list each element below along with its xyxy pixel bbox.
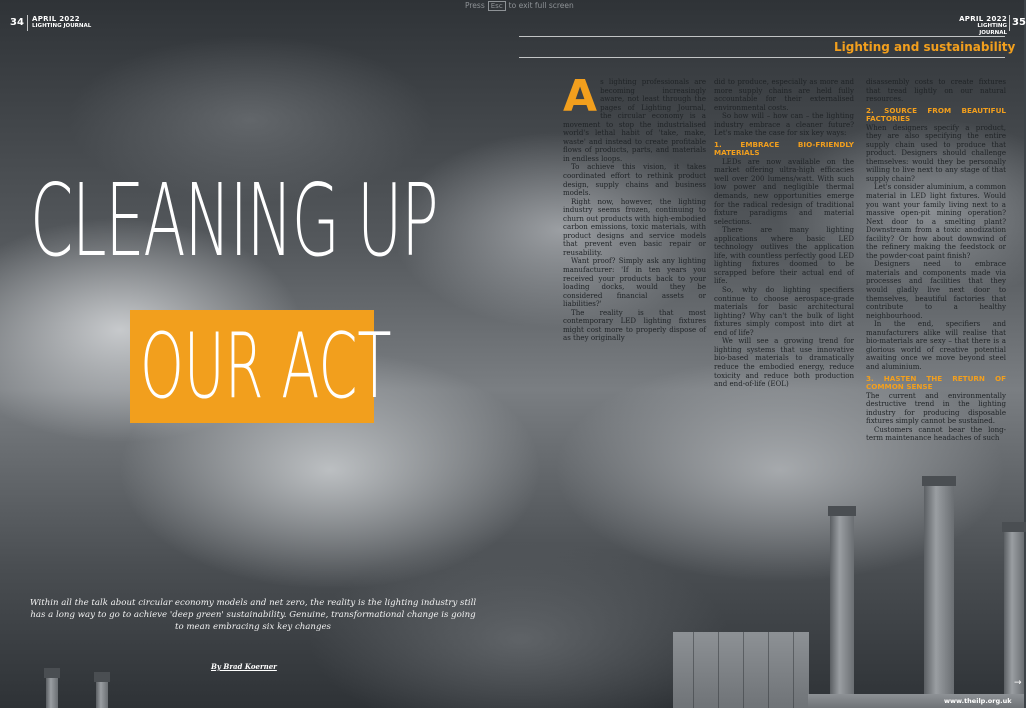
section-rule-top (519, 36, 1005, 37)
standfirst: Within all the talk about circular economy models and net zero, the reality is the lighting industry still has a long way to go to achieve 'deep green' sustainability. Genuine, transformational change is going to mean embracing six key changes (29, 598, 477, 632)
col3-para-7: Customers cannot bear the long-term maintenance headaches of such (866, 424, 1006, 443)
chimney-stack-3 (830, 506, 854, 708)
article-column-1 (563, 71, 706, 343)
right-running-header (955, 15, 1007, 37)
factory-building (673, 632, 809, 708)
footer-url: www.theilp.org.uk (944, 697, 1012, 705)
headline-line-2: OUR ACT (140, 314, 392, 419)
left-journal: LIGHTING JOURNAL (32, 23, 92, 29)
col3-heading-3: 3. HASTEN THE RETURN OF COMMON SENSE (866, 373, 1006, 391)
col3-para-6: The current and environmentally destructive trend in the lighting industry for producing disposable fixtures simply cannot be sustained. (866, 390, 1006, 426)
left-date: APRIL 2022 (32, 15, 80, 23)
col1-para-1: s lighting professionals are becoming increasingly aware, not least through the pages of Lighting Journal, the circular economy is a movement to stop the industrialised world's lethal habit of 'take, make, waste' and instead to create profitable flows of products, parts, and materials in endless loops. (563, 77, 706, 163)
col2-para-6: We will see a growing trend for lighting systems that use innovative bio-based materials to dramatically reduce the embodied energy, reduce toxicity and reduce both production and end-of-life (EOL) (714, 336, 854, 389)
col1-para-4: Want proof? Simply ask any lighting manufacturer: 'If in ten years you received your products back to your loading docks, would they be considered financial assets or liabilities?' (563, 256, 706, 309)
right-page-number: 35 (1012, 17, 1026, 28)
col2-para-5: So, why do lighting specifiers continue to choose aerospace-grade materials for basic architectural lighting? Why can't the bulk of light fixtures simply compost into dirt at end of life? (714, 285, 854, 337)
section-rule-bottom (519, 57, 1005, 58)
col3-para-4: Designers need to embrace materials and components made via processes and facilities that they would gladly live next door to themselves, beautiful factories that contribute to a healthy neighbourhood. (866, 259, 1006, 320)
esc-key[interactable]: Esc (488, 1, 506, 11)
left-page-number: 34 (10, 17, 24, 28)
col2-para-2: So how will – how can – the lighting industry embrace a cleaner future? Let's make the case for six key ways: (714, 111, 854, 138)
hint-press: Press (465, 1, 485, 10)
section-title: Lighting and sustainability (834, 40, 1016, 54)
article-column-2 (714, 78, 854, 389)
article-column-3 (866, 78, 1006, 443)
right-date: APRIL 2022 (959, 15, 1007, 23)
right-journal: LIGHTING JOURNAL (977, 23, 1007, 36)
col2-para-1: did to produce, especially as more and more supply chains are held fully accountable for their externalised environmental costs. (714, 77, 854, 112)
col2-para-4: There are many lighting applications where basic LED technology outlives the application life, with countless perfectly good LED lighting fixtures doomed to be scrapped before their actual end of life. (714, 225, 854, 286)
col3-para-1: disassembly costs to create fixtures that tread lightly on our natural resources. (866, 77, 1006, 104)
left-header-divider (27, 15, 28, 31)
col2-heading-1: 1. EMBRACE BIO-FRIENDLY MATERIALS (714, 139, 854, 157)
fullscreen-hint (465, 1, 574, 11)
dropcap: A (563, 71, 598, 122)
chimney-stack-1 (46, 668, 58, 708)
headline-line-1: CLEANING UP (30, 162, 438, 279)
col3-para-3: Let's consider aluminium, a common material in LED light fixtures. Would you want your family living next to a massive open-pit mining operation? Next door to a smelting plant? Downstream from a toxic anodization facility? Or how about downwind of the refinery making the feedstock or the powder-coat paint finish? (866, 182, 1006, 260)
right-header-divider (1009, 15, 1010, 31)
col2-para-3: LEDs are now available on the market offering ultra-high efficacies well over 200 lumens/watt. With such low power and negligible thermal demands, new opportunities emerge for the radical redesign of traditional fixture paradigms and material selections. (714, 156, 854, 226)
col3-heading-2: 2. SOURCE FROM BEAUTIFUL FACTORIES (866, 105, 1006, 123)
col3-para-5: In the end, specifiers and manufacturers alike will realise that bio-materials are sexy – that there is a glorious world of creative potential awaiting once we move beyond steel and aluminium. (866, 319, 1006, 371)
left-running-header (32, 15, 91, 30)
next-page-arrow-icon[interactable]: → (1014, 678, 1022, 688)
chimney-stack-2 (96, 672, 108, 708)
byline: By Brad Koerner (211, 662, 277, 671)
chimney-stack-4 (924, 476, 954, 708)
col1-para-3: Right now, however, the lighting industry seems frozen, continuing to churn out products with high-embodied carbon emissions, toxic materials, with product designs and service models that prevent even basic repair or reusability. (563, 196, 706, 257)
col1-para-2: To achieve this vision, it takes coordinated effort to rethink product design, supply chains and business models. (563, 162, 706, 198)
col3-para-2: When designers specify a product, they are also specifying the entire supply chain used to produce that product. Designers should challenge themselves: would they be personally willing to live next to any stage of that supply chain? (866, 122, 1006, 183)
headline-highlight-box (130, 310, 392, 423)
hint-rest: to exit full screen (508, 1, 574, 10)
col1-para-5: The reality is that most contemporary LED lighting fixtures might cost more to properly dispose of as they originally (563, 307, 706, 343)
